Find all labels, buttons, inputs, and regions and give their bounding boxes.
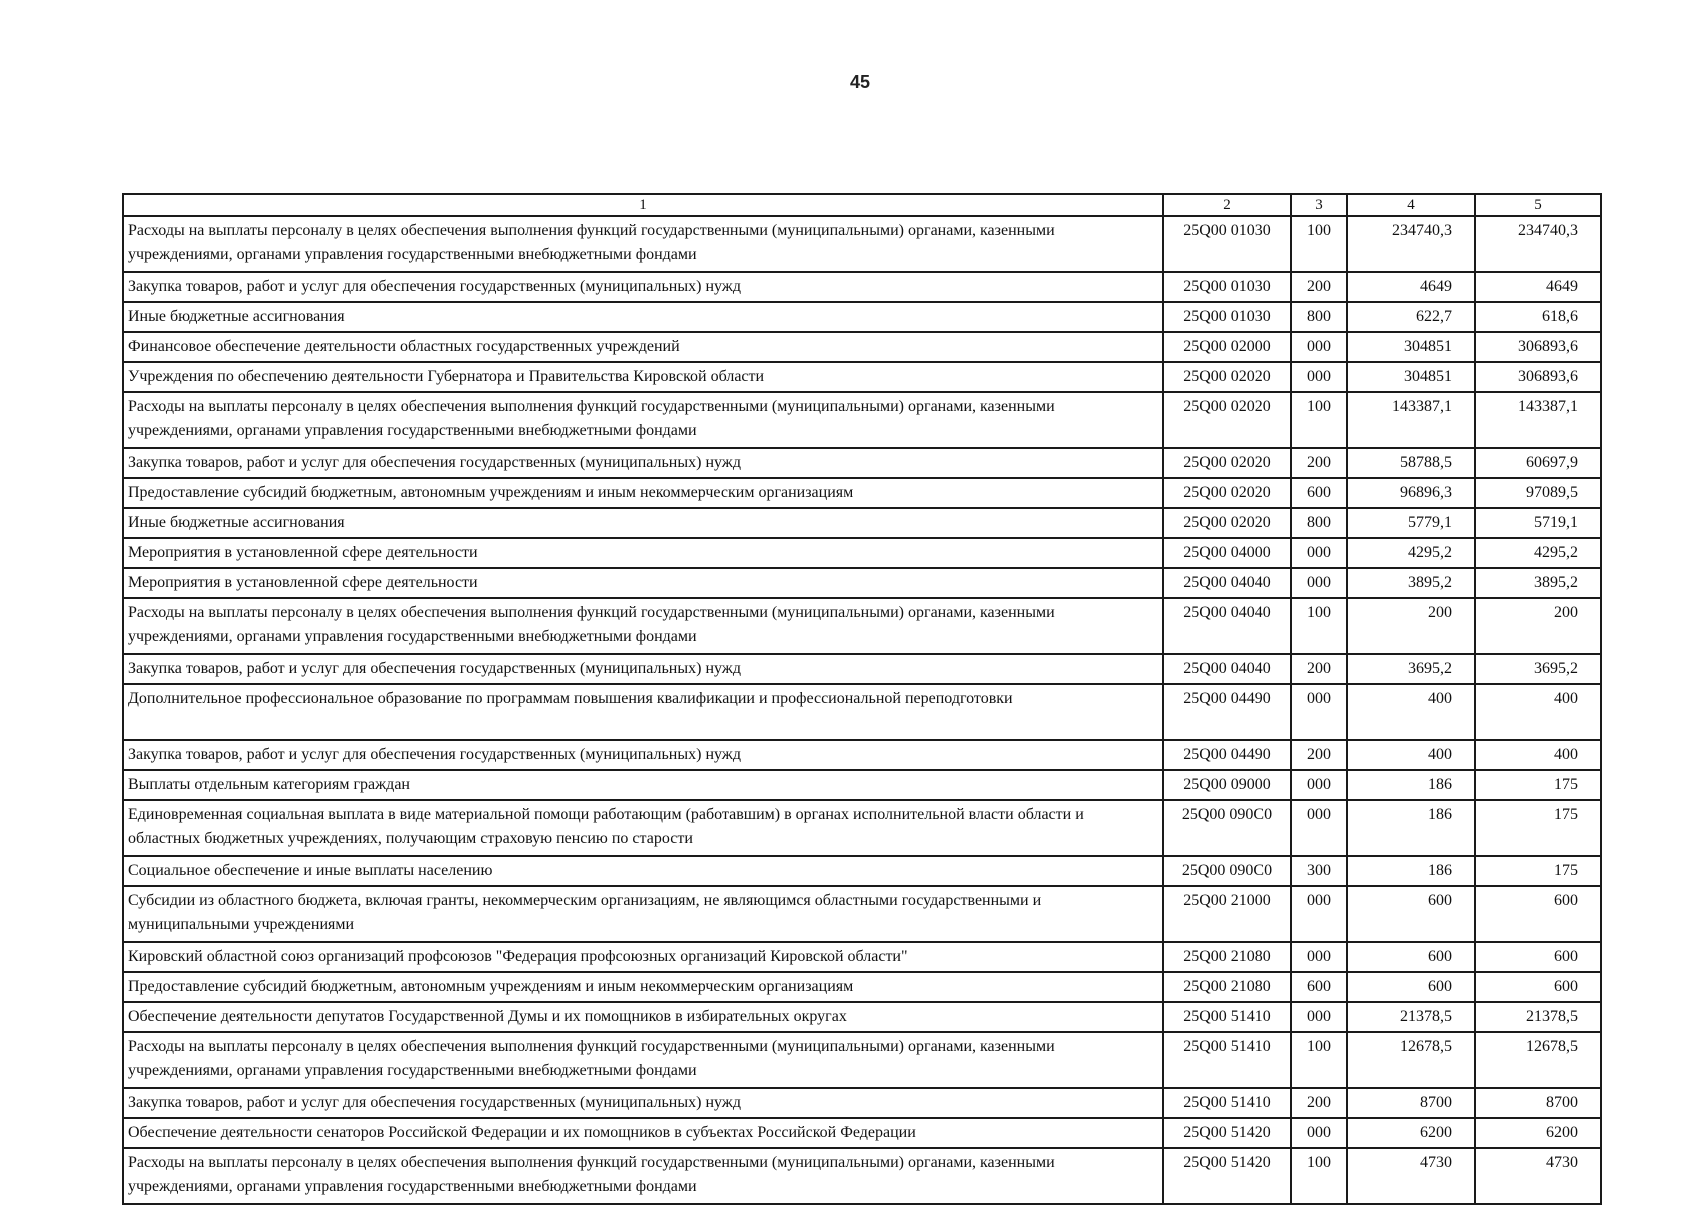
row-value-col5: 600 [1475,942,1601,972]
row-expense-type: 200 [1291,654,1347,684]
row-value-col5: 4649 [1475,272,1601,302]
row-value-col4: 58788,5 [1347,448,1475,478]
table-row [123,684,1601,740]
row-value-col4: 600 [1347,972,1475,1002]
table-row [123,538,1601,568]
table-row [123,508,1601,538]
row-expense-type: 000 [1291,886,1347,942]
row-code: 25Q00 01030 [1163,272,1291,302]
row-expense-type: 600 [1291,972,1347,1002]
table-row [123,272,1601,302]
table-body [123,216,1601,1204]
row-value-col5: 306893,6 [1475,332,1601,362]
page-number: 45 [849,72,871,92]
row-expense-type: 200 [1291,448,1347,478]
row-code: 25Q00 04490 [1163,684,1291,740]
table-row [123,1002,1601,1032]
header-row [123,194,1601,216]
row-value-col4: 186 [1347,800,1475,856]
table-row [123,302,1601,332]
row-value-col5: 234740,3 [1475,216,1601,272]
row-name: Обеспечение деятельности депутатов Государственной Думы и их помощников в избирательных округах [123,1002,1163,1032]
table-row [123,1088,1601,1118]
table-row [123,740,1601,770]
row-value-col4: 8700 [1347,1088,1475,1118]
row-expense-type: 000 [1291,538,1347,568]
row-expense-type: 100 [1291,1148,1347,1204]
row-expense-type: 000 [1291,684,1347,740]
row-value-col5: 4295,2 [1475,538,1601,568]
row-value-col5: 600 [1475,886,1601,942]
row-value-col5: 143387,1 [1475,392,1601,448]
row-name: Субсидии из областного бюджета, включая гранты, некоммерческим организациям, не являющимся областными государственными и муниципальными учреждениями [123,886,1163,942]
row-expense-type: 000 [1291,568,1347,598]
row-name: Расходы на выплаты персоналу в целях обеспечения выполнения функций государственными (муниципальными) органами, казенными учреждениями, органами управления государственными внебюджетными фондами [123,392,1163,448]
table-row [123,1148,1601,1204]
row-code: 25Q00 21080 [1163,972,1291,1002]
table-row [123,598,1601,654]
row-value-col5: 175 [1475,770,1601,800]
row-name: Закупка товаров, работ и услуг для обеспечения государственных (муниципальных) нужд [123,654,1163,684]
row-code: 25Q00 02020 [1163,448,1291,478]
row-value-col5: 6200 [1475,1118,1601,1148]
row-name: Учреждения по обеспечению деятельности Губернатора и Правительства Кировской области [123,362,1163,392]
row-code: 25Q00 04040 [1163,598,1291,654]
row-name: Кировский областной союз организаций профсоюзов "Федерация профсоюзных организаций Кировской области" [123,942,1163,972]
row-code: 25Q00 04040 [1163,568,1291,598]
row-value-col5: 3695,2 [1475,654,1601,684]
row-value-col5: 400 [1475,684,1601,740]
row-name: Расходы на выплаты персоналу в целях обеспечения выполнения функций государственными (муниципальными) органами, казенными учреждениями, органами управления государственными внебюджетными фондами [123,1032,1163,1088]
row-value-col4: 622,7 [1347,302,1475,332]
row-expense-type: 200 [1291,272,1347,302]
row-expense-type: 800 [1291,302,1347,332]
table-row [123,568,1601,598]
row-value-col5: 5719,1 [1475,508,1601,538]
row-value-col4: 200 [1347,598,1475,654]
row-expense-type: 000 [1291,362,1347,392]
row-value-col4: 4295,2 [1347,538,1475,568]
row-expense-type: 200 [1291,740,1347,770]
row-value-col5: 60697,9 [1475,448,1601,478]
row-name: Иные бюджетные ассигнования [123,508,1163,538]
row-value-col4: 186 [1347,770,1475,800]
row-name: Выплаты отдельным категориям граждан [123,770,1163,800]
row-value-col4: 5779,1 [1347,508,1475,538]
table-row [123,1118,1601,1148]
row-code: 25Q00 01030 [1163,302,1291,332]
budget-table [122,193,1602,1205]
row-name: Финансовое обеспечение деятельности областных государственных учреждений [123,332,1163,362]
row-name: Социальное обеспечение и иные выплаты населению [123,856,1163,886]
header-col-1: 1 [123,194,1163,216]
row-name: Единовременная социальная выплата в виде материальной помощи работающим (работавшим) в органах исполнительной власти области и областных бюджетных учреждениях, получающим страховую пенсию по старости [123,800,1163,856]
row-value-col4: 143387,1 [1347,392,1475,448]
row-expense-type: 000 [1291,1118,1347,1148]
row-name: Закупка товаров, работ и услуг для обеспечения государственных (муниципальных) нужд [123,272,1163,302]
row-code: 25Q00 51420 [1163,1118,1291,1148]
row-value-col4: 600 [1347,942,1475,972]
row-code: 25Q00 51410 [1163,1088,1291,1118]
row-value-col5: 21378,5 [1475,1002,1601,1032]
row-value-col4: 96896,3 [1347,478,1475,508]
row-code: 25Q00 04040 [1163,654,1291,684]
row-value-col5: 175 [1475,800,1601,856]
table-row [123,800,1601,856]
row-name: Мероприятия в установленной сфере деятельности [123,568,1163,598]
row-expense-type: 100 [1291,392,1347,448]
row-value-col4: 400 [1347,684,1475,740]
row-value-col5: 618,6 [1475,302,1601,332]
row-value-col4: 400 [1347,740,1475,770]
row-expense-type: 600 [1291,478,1347,508]
table-row [123,216,1601,272]
row-value-col4: 3895,2 [1347,568,1475,598]
row-name: Предоставление субсидий бюджетным, автономным учреждениям и иным некоммерческим организациям [123,478,1163,508]
row-name: Предоставление субсидий бюджетным, автономным учреждениям и иным некоммерческим организациям [123,972,1163,1002]
table-row [123,654,1601,684]
row-value-col5: 400 [1475,740,1601,770]
row-code: 25Q00 02020 [1163,508,1291,538]
row-name: Расходы на выплаты персоналу в целях обеспечения выполнения функций государственными (муниципальными) органами, казенными учреждениями, органами управления государственными внебюджетными фондами [123,1148,1163,1204]
row-name: Закупка товаров, работ и услуг для обеспечения государственных (муниципальных) нужд [123,448,1163,478]
row-name: Расходы на выплаты персоналу в целях обеспечения выполнения функций государственными (муниципальными) органами, казенными учреждениями, органами управления государственными внебюджетными фондами [123,216,1163,272]
row-name: Дополнительное профессиональное образование по программам повышения квалификации и профессиональной переподготовки [123,684,1163,740]
row-value-col5: 12678,5 [1475,1032,1601,1088]
header-col-5: 5 [1475,194,1601,216]
row-code: 25Q00 51410 [1163,1002,1291,1032]
row-code: 25Q00 090C0 [1163,856,1291,886]
table-row [123,1032,1601,1088]
row-value-col4: 6200 [1347,1118,1475,1148]
row-name: Мероприятия в установленной сфере деятельности [123,538,1163,568]
row-expense-type: 100 [1291,1032,1347,1088]
table-row [123,770,1601,800]
row-code: 25Q00 090C0 [1163,800,1291,856]
row-code: 25Q00 02020 [1163,362,1291,392]
row-code: 25Q00 21000 [1163,886,1291,942]
row-value-col5: 175 [1475,856,1601,886]
row-value-col5: 600 [1475,972,1601,1002]
table-row [123,362,1601,392]
table-header [123,194,1601,216]
row-name: Обеспечение деятельности сенаторов Российской Федерации и их помощников в субъектах Российской Федерации [123,1118,1163,1148]
row-expense-type: 800 [1291,508,1347,538]
header-col-3: 3 [1291,194,1347,216]
row-value-col5: 3895,2 [1475,568,1601,598]
table-row [123,886,1601,942]
row-name: Закупка товаров, работ и услуг для обеспечения государственных (муниципальных) нужд [123,1088,1163,1118]
table-row [123,478,1601,508]
header-col-4: 4 [1347,194,1475,216]
row-expense-type: 100 [1291,598,1347,654]
row-name: Иные бюджетные ассигнования [123,302,1163,332]
row-name: Закупка товаров, работ и услуг для обеспечения государственных (муниципальных) нужд [123,740,1163,770]
table-row [123,856,1601,886]
row-name: Расходы на выплаты персоналу в целях обеспечения выполнения функций государственными (муниципальными) органами, казенными учреждениями, органами управления государственными внебюджетными фондами [123,598,1163,654]
row-value-col4: 234740,3 [1347,216,1475,272]
row-value-col4: 600 [1347,886,1475,942]
row-code: 25Q00 09000 [1163,770,1291,800]
table-row [123,448,1601,478]
row-value-col4: 304851 [1347,332,1475,362]
row-value-col5: 8700 [1475,1088,1601,1118]
row-code: 25Q00 51420 [1163,1148,1291,1204]
row-expense-type: 000 [1291,770,1347,800]
row-value-col5: 200 [1475,598,1601,654]
row-value-col4: 4649 [1347,272,1475,302]
row-code: 25Q00 01030 [1163,216,1291,272]
row-code: 25Q00 21080 [1163,942,1291,972]
row-value-col5: 97089,5 [1475,478,1601,508]
row-code: 25Q00 02000 [1163,332,1291,362]
row-value-col4: 304851 [1347,362,1475,392]
row-value-col5: 4730 [1475,1148,1601,1204]
row-expense-type: 000 [1291,332,1347,362]
table-row [123,942,1601,972]
row-code: 25Q00 02020 [1163,478,1291,508]
row-expense-type: 300 [1291,856,1347,886]
row-expense-type: 100 [1291,216,1347,272]
row-value-col5: 306893,6 [1475,362,1601,392]
row-value-col4: 3695,2 [1347,654,1475,684]
row-expense-type: 000 [1291,1002,1347,1032]
row-value-col4: 21378,5 [1347,1002,1475,1032]
row-code: 25Q00 04000 [1163,538,1291,568]
row-code: 25Q00 04490 [1163,740,1291,770]
header-col-2: 2 [1163,194,1291,216]
row-code: 25Q00 51410 [1163,1032,1291,1088]
row-code: 25Q00 02020 [1163,392,1291,448]
row-value-col4: 4730 [1347,1148,1475,1204]
row-value-col4: 12678,5 [1347,1032,1475,1088]
row-expense-type: 000 [1291,942,1347,972]
table-row [123,332,1601,362]
table-row [123,972,1601,1002]
table-row [123,392,1601,448]
row-expense-type: 000 [1291,800,1347,856]
row-value-col4: 186 [1347,856,1475,886]
row-expense-type: 200 [1291,1088,1347,1118]
